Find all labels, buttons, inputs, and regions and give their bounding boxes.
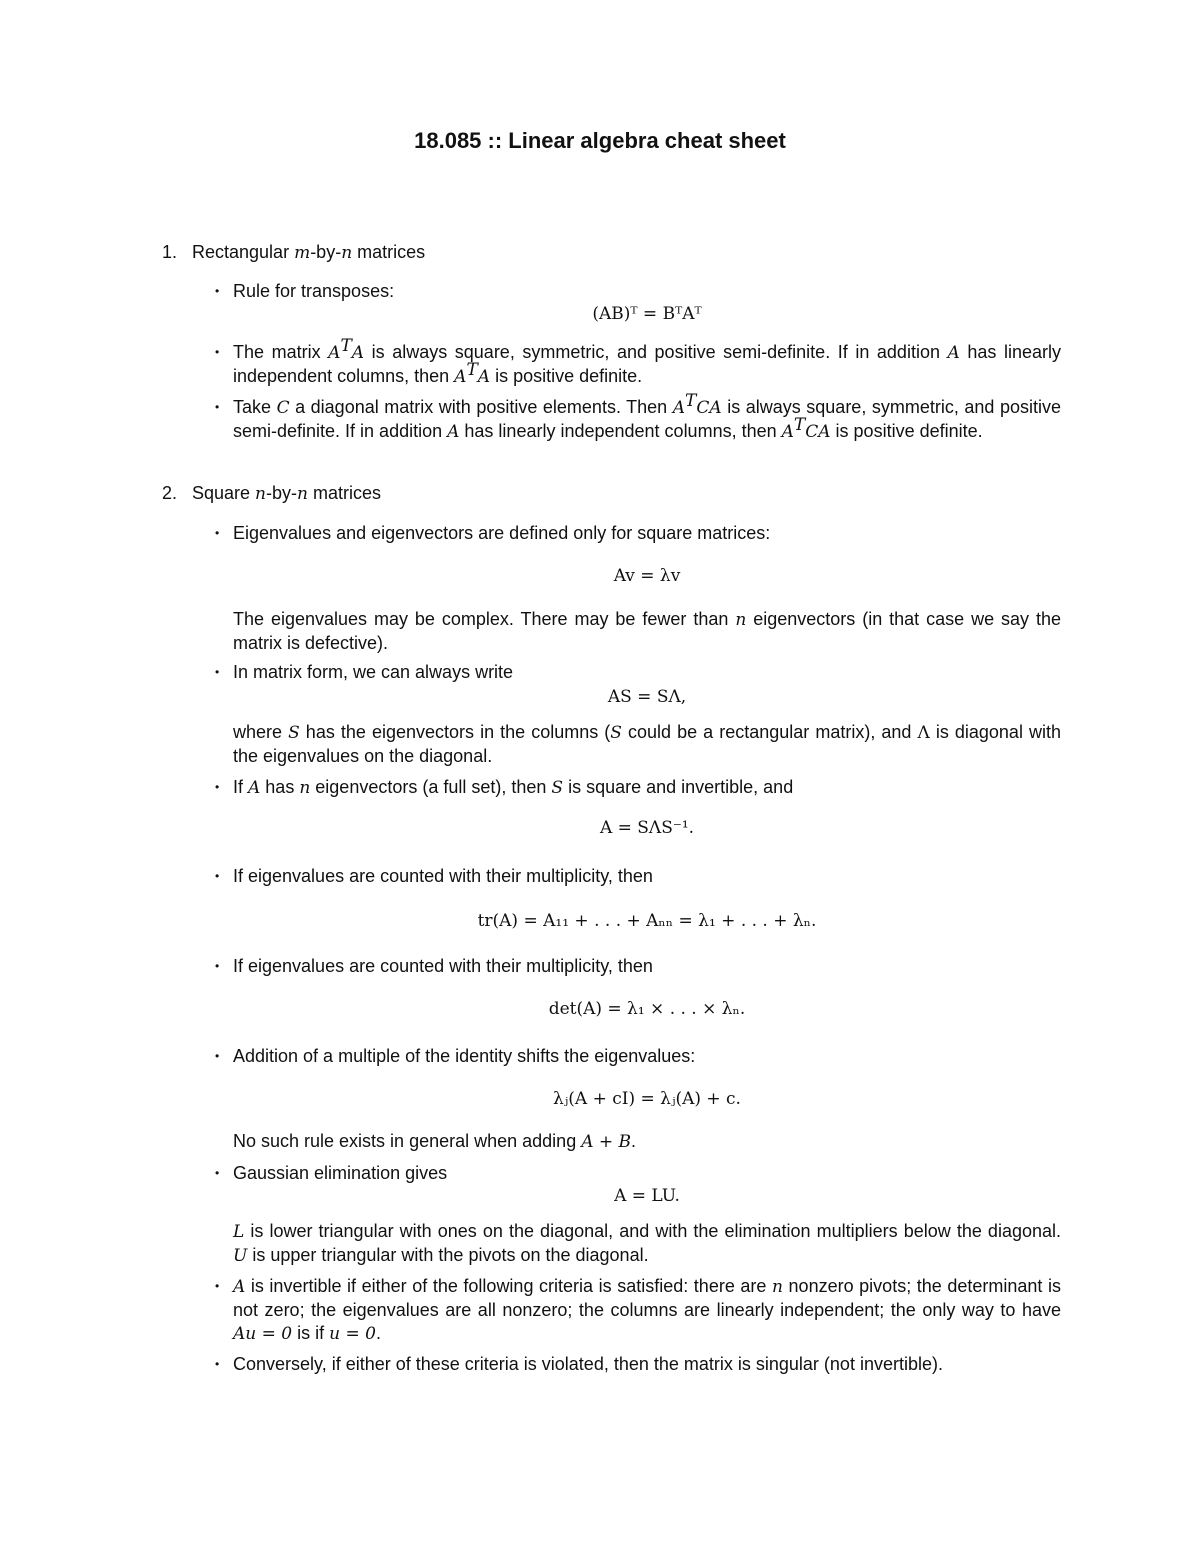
list-item: • A is invertible if either of the following criteria is satisfied: there are n nonzero pivots; the determinant is not zero; the eigenvalues are all nonzero; the columns are linearly independent; the only way to have Au = 0 is if u = 0.	[233, 1275, 1061, 1346]
page-title: 18.085 :: Linear algebra cheat sheet	[414, 128, 786, 153]
paragraph: where S has the eigenvectors in the columns (S could be a rectangular matrix), and Λ is diagonal with the eigenvalues on the diagonal.	[233, 722, 1062, 766]
list-item: • If eigenvalues are counted with their multiplicity, then	[233, 955, 1061, 978]
equation: AS = SΛ,	[607, 687, 687, 707]
equation: Av = λv	[613, 566, 681, 586]
list-item: • Gaussian elimination gives	[233, 1162, 1061, 1185]
paragraph: No such rule exists in general when adding A + B.	[233, 1131, 637, 1152]
list-item: • The matrix $A^TA$ is always square, symmetric, and positive semi-definite. If in addition A has linearly independent columns, then $A^TA$ is positive definite.	[233, 341, 1061, 389]
list-item: • If eigenvalues are counted with their multiplicity, then	[233, 865, 1061, 888]
equation: (AB)ᵀ = BᵀAᵀ	[592, 304, 702, 324]
list-item: • Eigenvalues and eigenvectors are defined only for square matrices:	[233, 522, 1061, 545]
list-item: • In matrix form, we can always write	[233, 661, 1061, 684]
section-2-heading: 2. Square n-by-n matrices	[162, 483, 381, 504]
section-number: 1.	[162, 242, 178, 262]
section-1-heading: 1. Rectangular m-by-n matrices	[162, 242, 426, 263]
equation: tr(A) = A₁₁ + . . . + Aₙₙ = λ₁ + . . . + λₙ.	[477, 911, 817, 931]
equation: det(A) = λ₁ × . . . × λₙ.	[548, 999, 746, 1019]
paragraph: The eigenvalues may be complex. There may be fewer than n eigenvectors (in that case we say the matrix is defective).	[233, 609, 1061, 653]
equation: A = LU.	[614, 1186, 680, 1206]
equation: λⱼ(A + cI) = λⱼ(A) + c.	[553, 1089, 741, 1109]
list-item: • Conversely, if either of these criteria is violated, then the matrix is singular (not invertible).	[233, 1353, 1061, 1376]
list-item: • If A has n eigenvectors (a full set), then S is square and invertible, and	[233, 776, 1061, 800]
equation: A = SΛS⁻¹.	[599, 818, 695, 838]
list-item: • Addition of a multiple of the identity shifts the eigenvalues:	[233, 1045, 1061, 1068]
paragraph: L is lower triangular with ones on the diagonal, and with the elimination multipliers below the diagonal. U is upper triangular with the pivots on the diagonal.	[233, 1221, 1061, 1266]
section-number: 2.	[162, 483, 178, 503]
list-item: • Rule for transposes:	[233, 280, 1061, 303]
list-item: • Take C a diagonal matrix with positive elements. Then $A^TCA$ is always square, symmetric, and positive semi-definite. If in addition A has linearly independent columns, then $A^TCA$ is positive definite.	[233, 396, 1061, 444]
